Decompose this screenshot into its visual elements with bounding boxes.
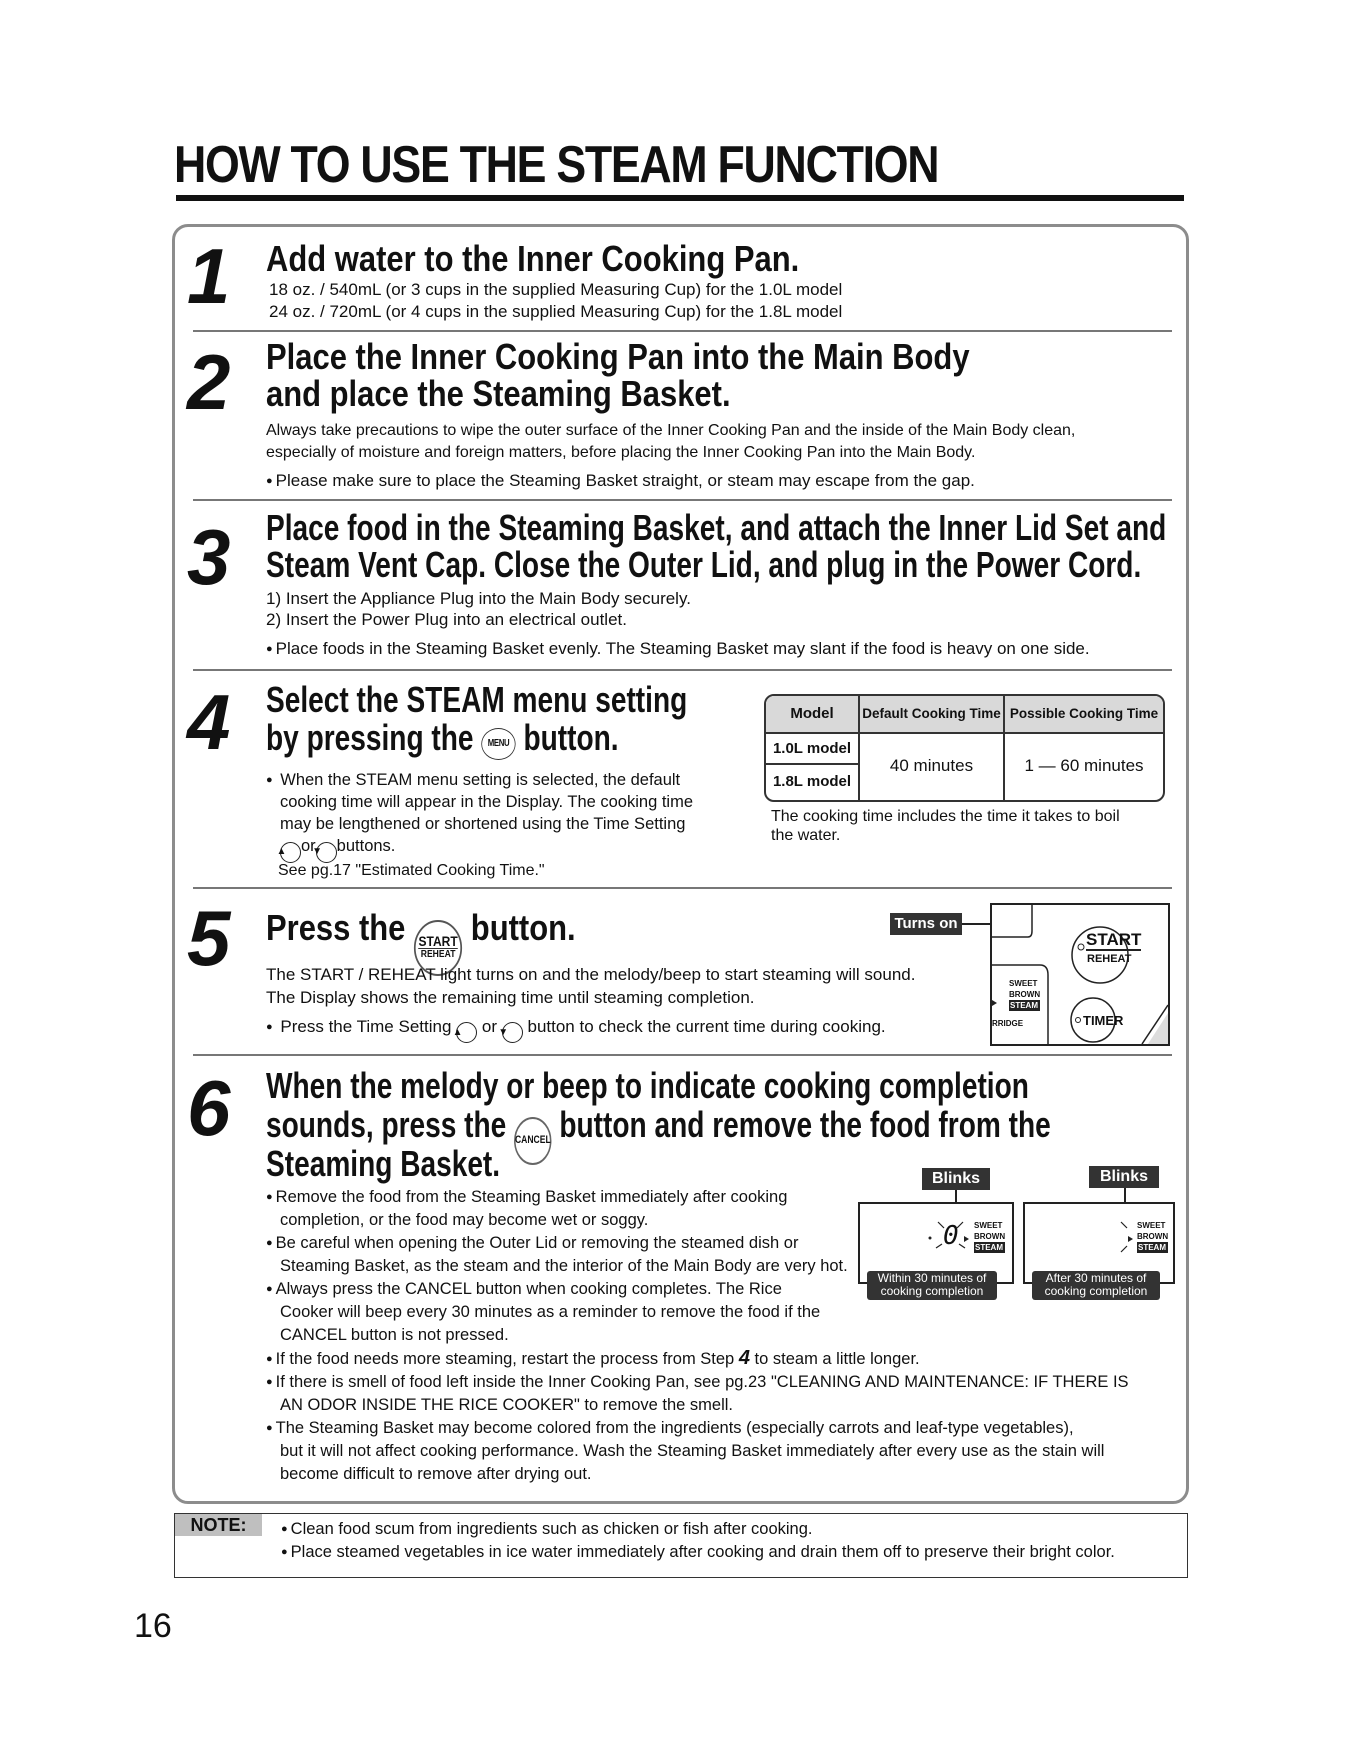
menu-list [1137,1220,1168,1253]
table-cell: 1 — 60 minutes [1024,756,1144,775]
step-number: 2 [187,338,231,426]
heading-part: button and remove the food from the [559,1104,1051,1145]
step-heading: Place the Inner Cooking Pan into the Main Body [266,336,970,377]
step-reference: 4 [738,1347,750,1369]
heading-part: Press the [266,907,406,948]
display-caption: After 30 minutes of cooking completion [1032,1271,1160,1300]
step-heading: Place food in the Steaming Basket, and attach the Inner Lid Set and [266,507,1167,548]
menu-button-icon: MENU [481,728,515,760]
bullet-item: ● Place foods in the Steaming Basket evenly. The Steaming Basket may slant if the food is heavy on one side. [266,637,1166,661]
bullet-item: ● Place steamed vegetables in ice water immediately after cooking and drain them off to preserve their bright color. [281,1541,1181,1564]
menu-item-selected: STEAM [1009,1000,1040,1011]
page-title: HOW TO USE THE STEAM FUNCTION [174,136,939,194]
step-separator [193,669,1172,671]
title-rule [176,195,1184,201]
menu-item: SWEET [1009,979,1038,988]
table-rule [1003,696,1005,800]
step-separator [193,1054,1172,1056]
step-text: 24 oz. / 720mL (or 4 cups in the supplied Measuring Cup) for the 1.8L model [269,302,843,321]
menu-item: SWEET [1137,1221,1166,1230]
menu-item-selected: STEAM [1137,1242,1168,1253]
bullet-list [266,1186,866,1347]
step-text: The START / REHEAT light turns on and the melody/beep to start steaming will sound. [266,965,916,984]
time-up-icon: ▲ [280,842,301,863]
table-header: Default Cooking Time [860,696,1003,734]
table-note: the water. [771,827,841,844]
menu-list [974,1220,1005,1253]
bullet-item [266,769,736,863]
page-number: 16 [134,1607,172,1645]
display-caption: Within 30 minutes of cooking completion [867,1271,997,1300]
reheat-label: REHEAT [1087,953,1132,965]
heading-part: button. [523,717,619,758]
blinks-label: Blinks [1089,1166,1159,1188]
step-number: 5 [187,894,231,982]
table-rule [858,696,860,800]
button-label: START [418,933,458,949]
step-text: 1) Insert the Appliance Plug into the Main Body securely. [266,589,691,608]
step-separator [193,330,1172,332]
note-label: NOTE: [175,1514,262,1536]
display-digit: 0 [943,1221,959,1251]
step-separator [193,887,1172,889]
time-down-icon: ▼ [502,1022,523,1043]
bullet-item: ● Be careful when opening the Outer Lid or removing the steamed dish or Steaming Basket, as the steam and the interior of the Main Body are very hot. [266,1232,866,1278]
callout-line [962,923,992,925]
bullet-list [266,469,1166,493]
time-up-icon: ▲ [456,1022,477,1043]
menu-item-selected: STEAM [974,1242,1005,1253]
step-number: 6 [187,1064,231,1152]
bullet-list [266,637,1166,661]
menu-item: SWEET [974,1221,1003,1230]
step-heading: and place the Steaming Basket. [266,373,731,414]
note-box [174,1513,1188,1578]
table-note: The cooking time includes the time it takes to boil [771,808,1120,825]
step-number: 4 [187,678,231,766]
step-text: 2) Insert the Power Plug into an electrical outlet. [266,610,627,629]
menu-item: BROWN [1009,990,1041,999]
bullet-list [266,1347,1166,1486]
heading-part: button. [470,907,576,948]
menu-list [1009,978,1040,1011]
bullet-list [266,1015,926,1043]
bullet-item: ● If there is smell of food left inside the Inner Cooking Pan, see pg.23 "CLEANING AND MAINTENANCE: IF THERE IS AN ODOR INSIDE THE RICE COOKER" to remove the smell. [266,1371,1166,1417]
see-reference: See pg.17 "Estimated Cooking Time." [278,862,545,879]
step-number: 3 [187,513,231,601]
table-header: Possible Cooking Time [1005,696,1163,734]
step-heading: Select the STEAM menu setting [266,679,688,720]
step-heading: Add water to the Inner Cooking Pan. [266,238,800,279]
table-cell: 1.8L model [772,773,852,790]
step-heading [266,719,619,760]
bullet-item: ● Clean food scum from ingredients such as chicken or fish after cooking. [281,1518,1181,1541]
step-separator [193,499,1172,501]
start-label: START [1086,930,1142,949]
bullet-item [266,1015,926,1043]
step-text: Always take precautions to wipe the outer surface of the Inner Cooking Pan and the inside of the Main Body clean, [266,422,1076,439]
cancel-button-icon: CANCEL [514,1117,551,1165]
timer-label: TIMER [1083,1013,1124,1028]
bullet-line: or [481,1017,498,1036]
time-down-icon: ▼ [316,842,337,863]
step-heading: When the melody or beep to indicate cooking completion [266,1065,1029,1106]
step-heading: Steaming Basket. [266,1143,501,1184]
bullet-item: ● Please make sure to place the Steaming Basket straight, or steam may escape from the gap. [266,469,1166,493]
bullet-list [266,769,736,863]
bullet-line: may be lengthened or shortened using the Time Setting [280,815,686,833]
bullet-item: ● Always press the CANCEL button when cooking completes. The Rice Cooker will beep every 30 minutes as a reminder to remove the food if the CANCEL button is not pressed. [266,1278,866,1347]
bullet-item: ● The Steaming Basket may become colored from the ingredients (especially carrots and leaf-type vegetables), but it will not affect cooking performance. Wash the Steaming Basket immediately after every use as the stain will become difficult to remove after drying out. [266,1417,1166,1486]
step-text: 18 oz. / 540mL (or 3 cups in the supplied Measuring Cup) for the 1.0L model [269,280,843,299]
step-text: especially of moisture and foreign matters, before placing the Inner Cooking Pan into the Main Body. [266,444,976,461]
bullet-line: When the STEAM menu setting is selected, the default [280,771,681,789]
step-number: 1 [187,232,231,320]
button-label: REHEAT [420,949,456,960]
blinks-label: Blinks [922,1168,990,1190]
heading-part: sounds, press the [266,1104,507,1145]
table-cell: 40 minutes [889,756,974,775]
bullet-item: ● Remove the food from the Steaming Basket immediately after cooking completion, or the food may become wet or soggy. [266,1186,866,1232]
bullet-line: button to check the current time during cooking. [527,1017,886,1036]
turns-on-callout: Turns on [890,913,962,935]
step-text: The Display shows the remaining time until steaming completion. [266,988,755,1007]
bullet-list [281,1518,1181,1564]
partial-label: RRIDGE [992,1019,1024,1028]
table-cell: 1.0L model [772,740,852,757]
table-rule [766,763,858,765]
control-panel-diagram [990,903,1170,1046]
bullet-line: Press the Time Setting [280,1017,452,1036]
heading-part: by pressing the [266,717,474,758]
cooking-time-table [764,694,1165,802]
bullet-line: buttons. [336,837,396,855]
step-heading: Steam Vent Cap. Close the Outer Lid, and plug in the Power Cord. [266,544,1142,585]
bullet-line: or [301,837,316,855]
menu-item: BROWN [974,1232,1006,1241]
table-header: Model [766,696,858,734]
bullet-line: cooking time will appear in the Display. The cooking time [280,793,694,811]
bullet-item: ● If the food needs more steaming, restart the process from Step 4 to steam a little longer. [266,1347,1166,1371]
menu-item: BROWN [1137,1232,1169,1241]
